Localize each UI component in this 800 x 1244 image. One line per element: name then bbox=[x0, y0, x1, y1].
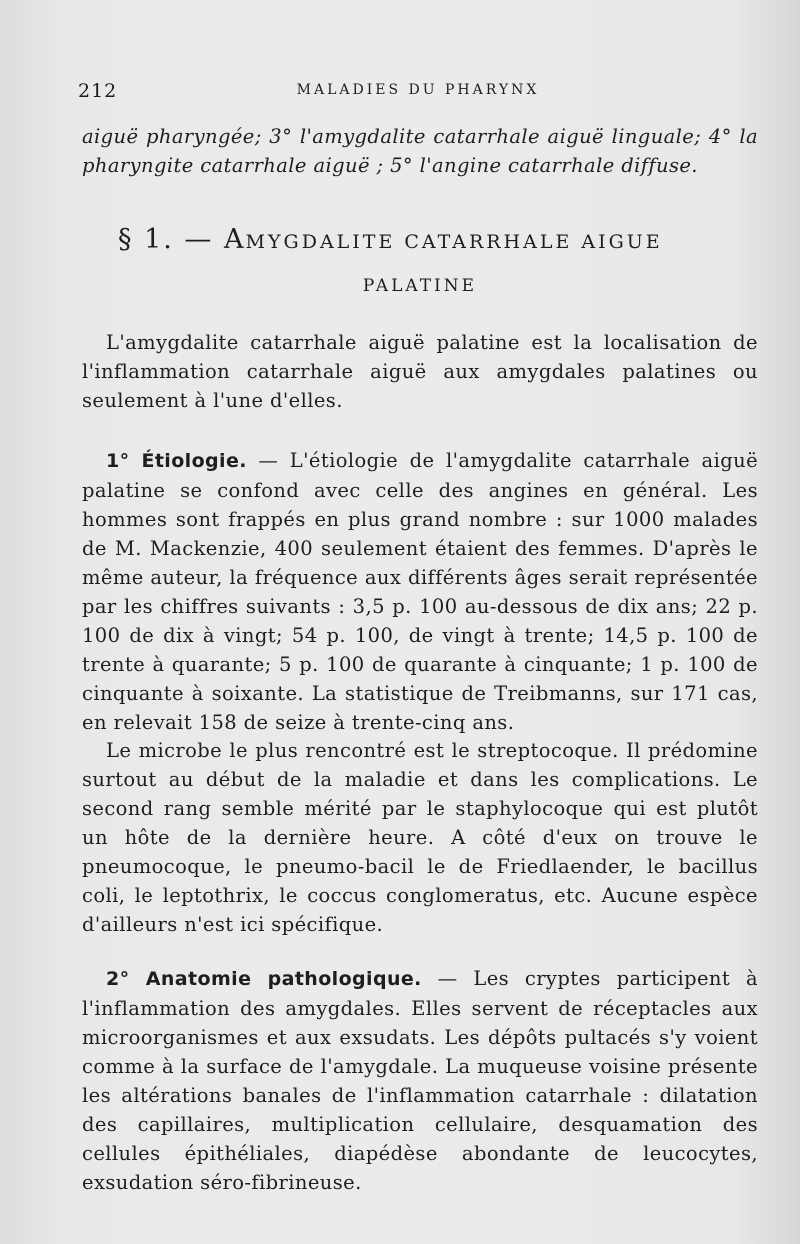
anatomie-heading: 2° Anatomie pathologique. bbox=[106, 968, 422, 990]
microbe-text: Le microbe le plus rencontré est le streptocoque. Il prédomine surtout au début de la maladie et dans les complications. Le second rang semble mérité par le staphylocoque qui est plutôt un hôte de la dernière heure. A côté d'eux on trouve le pneumocoque, le pneumo-bacil le de Friedlaender, le bacillus coli, le leptothrix, le coccus conglomeratus, etc. Aucune espèce d'ailleurs n'est ici spécifique. bbox=[82, 739, 758, 936]
etiologie-heading: 1° Étiologie. bbox=[106, 450, 247, 472]
section-title-initial: A bbox=[224, 224, 246, 255]
page-header bbox=[78, 80, 758, 110]
intro-paragraph bbox=[82, 122, 758, 180]
intro-text: aiguë pharyngée; 3° l'amygdalite catarrhale aiguë linguale; 4° la pharyngite catarrhale aiguë ; 5° l'angine catarrhale diffuse. bbox=[82, 125, 758, 177]
anatomie-text: — Les cryptes participent à l'inflammation des amygdales. Elles servent de réceptacles aux microorganismes et aux exsudats. Les dépôts pultacés s'y voient comme à la surface de l'amygdale. La muqueuse voisine présente les altérations banales de l'inflammation catarrhale : dilatation des capillaires, multiplication cellulaire, desquamation des cellules épithéliales, diapédèse abondante de leucocytes, exsudation séro-fibrineuse. bbox=[82, 967, 758, 1194]
definition-text: L'amygdalite catarrhale aiguë palatine est la localisation de l'inflammation catarrhale aiguë aux amygdales palatines ou seulement à l'une d'elles. bbox=[82, 331, 758, 412]
etiologie-section bbox=[82, 446, 758, 737]
section-title-rest: MYGDALITE CATARRHALE AIGUE bbox=[245, 231, 663, 253]
etiologie-text: — L'étiologie de l'amygdalite catarrhale aiguë palatine se confond avec celle des angines en général. Les hommes sont frappés en plus grand nombre : sur 1000 malades de M. Mackenzie, 400 seulement étaient des femmes. D'après le même auteur, la fréquence aux différents âges serait représentée par les chiffres suivants : 3,5 p. 100 au-dessous de dix ans; 22 p. 100 de dix à vingt; 54 p. 100, de vingt à trente; 14,5 p. 100 de trente à quarante; 5 p. 100 de quarante à cinquante; 1 p. 100 de cinquante à soixante. La statistique de Treibmanns, sur 171 cas, en relevait 158 de seize à trente-cinq ans. bbox=[82, 449, 759, 734]
section-number: § 1. — bbox=[118, 224, 214, 255]
anatomie-section bbox=[82, 964, 758, 1197]
microbe-paragraph bbox=[82, 736, 758, 939]
anatomie-paragraph bbox=[82, 964, 758, 1197]
section-heading-line2: PALATINE bbox=[362, 276, 478, 296]
running-title: MALADIES DU PHARYNX bbox=[296, 82, 540, 98]
etiologie-paragraph bbox=[82, 446, 758, 737]
section-heading bbox=[118, 224, 758, 255]
definition-paragraph bbox=[82, 328, 758, 415]
page-number: 212 bbox=[78, 80, 118, 102]
